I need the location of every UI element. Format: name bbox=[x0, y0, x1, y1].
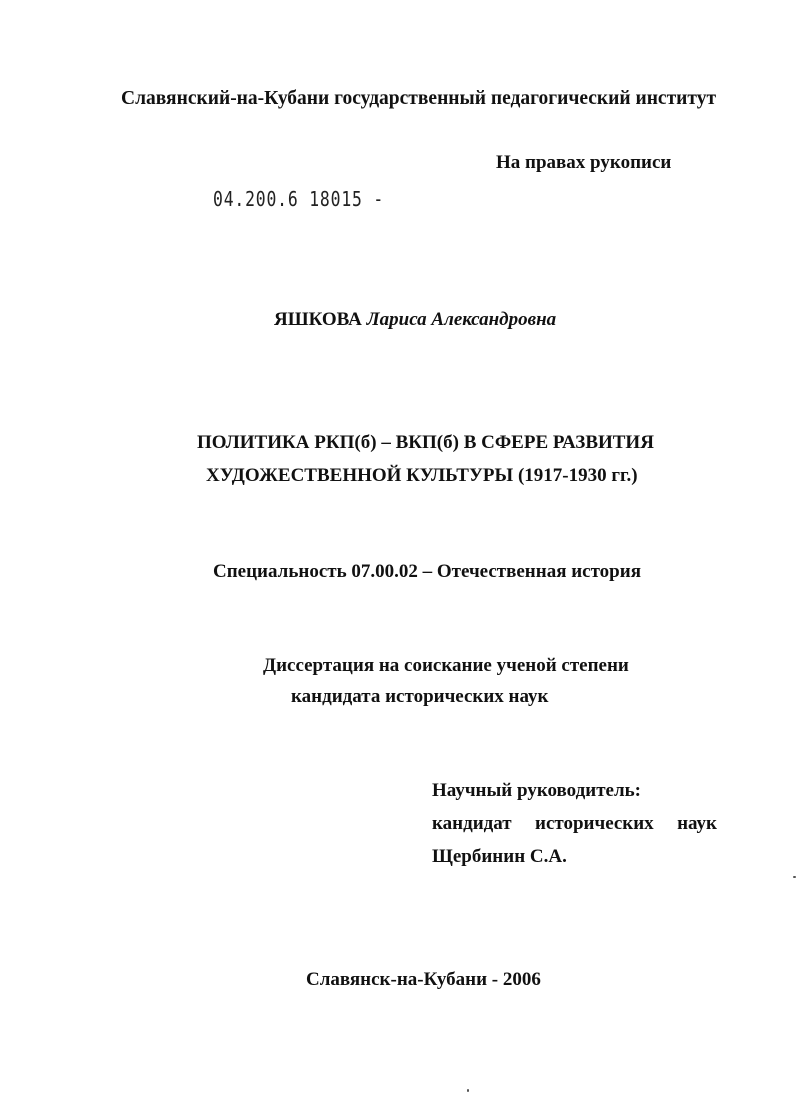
scan-speck bbox=[467, 1089, 469, 1092]
thesis-title-line-2: ХУДОЖЕСТВЕННОЙ КУЛЬТУРЫ (1917-1930 гг.) bbox=[206, 465, 638, 486]
supervisor-degree bbox=[432, 813, 717, 835]
library-stamp-number: 04.200.6 18015 - bbox=[213, 187, 385, 211]
author-surname: ЯШКОВА bbox=[274, 309, 362, 330]
scan-speck bbox=[793, 876, 796, 878]
manuscript-rights-note: На правах рукописи bbox=[496, 152, 672, 173]
supervisor-name: Щербинин С.А. bbox=[432, 846, 567, 867]
specialty: Специальность 07.00.02 – Отечественная история bbox=[213, 561, 641, 582]
dissertation-degree-line-2: кандидата исторических наук bbox=[291, 686, 549, 707]
author-name bbox=[274, 309, 556, 331]
dissertation-degree-line-1: Диссертация на соискание ученой степени bbox=[263, 655, 629, 676]
supervisor-degree-word: исторических bbox=[535, 813, 654, 834]
supervisor-degree-word: наук bbox=[677, 813, 717, 834]
city-and-year: Славянск-на-Кубани - 2006 bbox=[306, 969, 541, 990]
institution-name: Славянский-на-Кубани государственный педагогический институт bbox=[121, 88, 717, 109]
thesis-title-line-1: ПОЛИТИКА РКП(б) – ВКП(б) В СФЕРЕ РАЗВИТИЯ bbox=[197, 432, 654, 453]
supervisor-label: Научный руководитель: bbox=[432, 780, 641, 801]
author-given-names: Лариса Александровна bbox=[366, 309, 557, 330]
supervisor-degree-word: кандидат bbox=[432, 813, 512, 834]
